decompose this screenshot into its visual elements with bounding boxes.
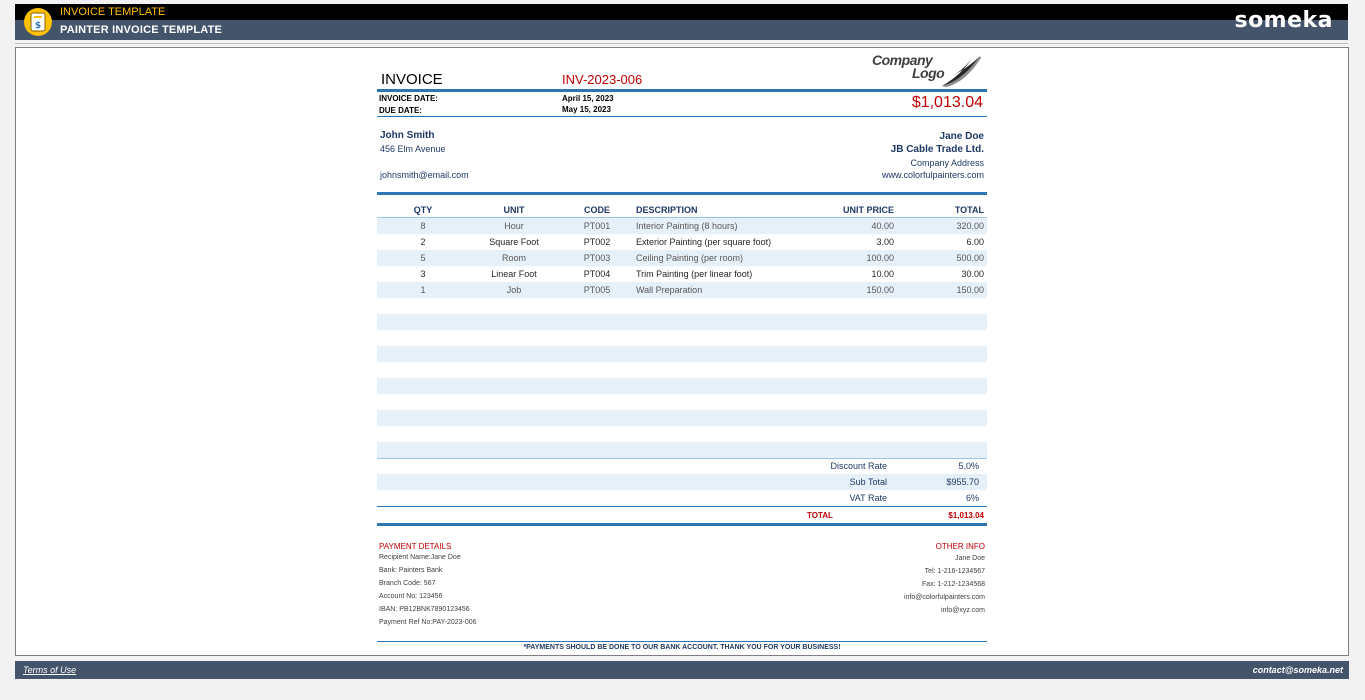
table-row[interactable] <box>377 282 987 298</box>
total-rule <box>377 523 987 526</box>
title-bar-top <box>15 4 1348 20</box>
thanks-note: *PAYMENTS SHOULD BE DONE TO OUR BANK ACCOUNT. THANK YOU FOR YOUR BUSINESS! <box>523 644 841 651</box>
payment-iban[interactable]: IBAN: PB12BNK7890123456 <box>379 606 470 613</box>
empty-row[interactable] <box>377 458 987 474</box>
empty-row[interactable] <box>377 410 987 426</box>
cell-unit[interactable]: Square Foot <box>489 237 539 247</box>
invoice-number[interactable]: INV-2023-006 <box>562 72 643 87</box>
cell-unit-price[interactable]: 150.00 <box>866 285 894 295</box>
other-info-email[interactable]: info@colorfulpainters.com <box>903 594 985 601</box>
invoice-icon <box>24 8 52 36</box>
payment-recipient[interactable]: Recipient Name:Jane Doe <box>379 554 461 561</box>
col-total: TOTAL <box>954 205 984 215</box>
table-bottom-rule <box>377 458 987 459</box>
cell-description[interactable]: Trim Painting (per linear foot) <box>636 269 753 279</box>
cell-qty[interactable]: 2 <box>420 237 426 247</box>
payment-bank[interactable]: Bank: Painters Bank <box>379 567 443 574</box>
invoice-date-value[interactable]: April 15, 2023 <box>562 94 614 103</box>
empty-row[interactable] <box>377 394 987 410</box>
empty-row[interactable] <box>377 298 987 314</box>
empty-row[interactable] <box>377 378 987 394</box>
subtotal-value: $955.70 <box>946 477 979 487</box>
logo-line2: Logo <box>912 65 945 81</box>
vat-value[interactable]: 6% <box>965 493 979 503</box>
footer-rule <box>377 641 987 642</box>
client-name[interactable]: John Smith <box>380 130 435 141</box>
cell-unit-price[interactable]: 3.00 <box>876 237 894 247</box>
client-email[interactable]: johnsmith@email.com <box>380 170 469 180</box>
items-table <box>377 202 987 490</box>
table-header <box>377 202 987 218</box>
cell-description[interactable]: Ceiling Painting (per room) <box>636 253 744 263</box>
total-value: $1,013.04 <box>948 511 984 520</box>
cell-code[interactable]: PT002 <box>583 237 611 247</box>
brand-logo[interactable]: someka <box>1234 8 1333 33</box>
discount-label: Discount Rate <box>830 461 887 471</box>
cell-total: 30.00 <box>961 269 984 279</box>
table-row[interactable] <box>377 218 987 234</box>
invoice-heading: INVOICE <box>381 71 443 88</box>
cell-code[interactable]: PT003 <box>583 253 611 263</box>
cell-description[interactable]: Wall Preparation <box>636 285 703 295</box>
other-info-fax[interactable]: Fax: 1-212-1234568 <box>921 581 985 588</box>
total-label: TOTAL <box>807 511 833 520</box>
footer-bar <box>15 661 1349 679</box>
col-code: CODE <box>583 205 610 215</box>
col-unit: UNIT <box>503 205 525 215</box>
other-info-email-2[interactable]: info@xyz.com <box>940 607 985 614</box>
header-divider <box>15 43 1348 44</box>
payment-heading: PAYMENT DETAILS <box>379 542 452 551</box>
cell-unit-price[interactable]: 40.00 <box>871 221 894 231</box>
cell-description[interactable]: Interior Painting (8 hours) <box>636 221 738 231</box>
cell-unit[interactable]: Linear Foot <box>491 269 537 279</box>
dates-rule <box>377 116 987 117</box>
cell-description[interactable]: Exterior Painting (per square foot) <box>636 237 772 247</box>
due-date-label: DUE DATE: <box>379 106 422 115</box>
cell-total: 150.00 <box>956 285 984 295</box>
company-logo <box>868 52 983 88</box>
other-info-tel[interactable]: Tel: 1-216-1234567 <box>924 568 985 575</box>
cell-code[interactable]: PT005 <box>583 285 611 295</box>
logo-line1: Company <box>872 52 933 68</box>
empty-row[interactable] <box>377 346 987 362</box>
empty-row[interactable] <box>377 330 987 346</box>
logo-swoosh-icon <box>940 54 982 88</box>
cell-qty[interactable]: 8 <box>420 221 426 231</box>
cell-total: 6.00 <box>966 237 984 247</box>
cell-code[interactable]: PT004 <box>583 269 611 279</box>
col-description: DESCRIPTION <box>636 205 698 215</box>
terms-link[interactable]: Terms of Use <box>23 665 77 675</box>
empty-row[interactable] <box>377 362 987 378</box>
sender-website[interactable]: www.colorfulpainters.com <box>881 170 984 180</box>
header-rule <box>377 89 987 92</box>
payment-branch[interactable]: Branch Code: 567 <box>379 580 436 587</box>
empty-row[interactable] <box>377 442 987 458</box>
cell-unit[interactable]: Hour <box>504 221 524 231</box>
sender-address[interactable]: Company Address <box>910 158 984 168</box>
cell-unit[interactable]: Room <box>501 253 526 263</box>
due-date-value[interactable]: May 15, 2023 <box>562 105 611 114</box>
cell-qty[interactable]: 3 <box>420 269 426 279</box>
discount-value[interactable]: 5.0% <box>958 461 979 471</box>
cell-qty[interactable]: 1 <box>420 285 426 295</box>
empty-row[interactable] <box>377 474 987 490</box>
subtotal-label: Sub Total <box>849 477 887 487</box>
table-row[interactable] <box>377 266 987 282</box>
col-unit-price: UNIT PRICE <box>842 205 894 215</box>
cell-code[interactable]: PT001 <box>583 221 611 231</box>
grand-total-display: $1,013.04 <box>911 94 983 111</box>
cell-total: 320.00 <box>956 221 984 231</box>
app-title: INVOICE TEMPLATE <box>60 6 166 18</box>
empty-row[interactable] <box>377 426 987 442</box>
cell-qty[interactable]: 5 <box>420 253 426 263</box>
payment-ref[interactable]: Payment Ref No:PAY-2023-006 <box>379 619 477 626</box>
table-row[interactable] <box>377 250 987 266</box>
payment-account[interactable]: Account No: 123456 <box>379 593 443 600</box>
other-info-name[interactable]: Jane Doe <box>955 555 985 562</box>
svg-text:$: $ <box>34 21 42 31</box>
invoice-date-label: INVOICE DATE: <box>379 94 438 103</box>
sender-name[interactable]: Jane Doe <box>939 131 984 142</box>
page-title: PAINTER INVOICE TEMPLATE <box>60 24 223 36</box>
col-qty: QTY <box>413 205 433 215</box>
cell-unit-price[interactable]: 10.00 <box>871 269 894 279</box>
summary-rule <box>377 506 987 507</box>
table-top-rule <box>377 192 987 195</box>
cell-total: 500.00 <box>956 253 984 263</box>
cell-unit[interactable]: Job <box>506 285 522 295</box>
cell-unit-price[interactable]: 100.00 <box>866 253 894 263</box>
client-address[interactable]: 456 Elm Avenue <box>380 144 446 154</box>
sender-company[interactable]: JB Cable Trade Ltd. <box>890 144 984 155</box>
vat-label: VAT Rate <box>849 493 887 503</box>
other-info-heading: OTHER INFO <box>935 542 985 551</box>
contact-link[interactable]: contact@someka.net <box>1252 665 1343 675</box>
table-row[interactable] <box>377 234 987 250</box>
empty-row[interactable] <box>377 314 987 330</box>
